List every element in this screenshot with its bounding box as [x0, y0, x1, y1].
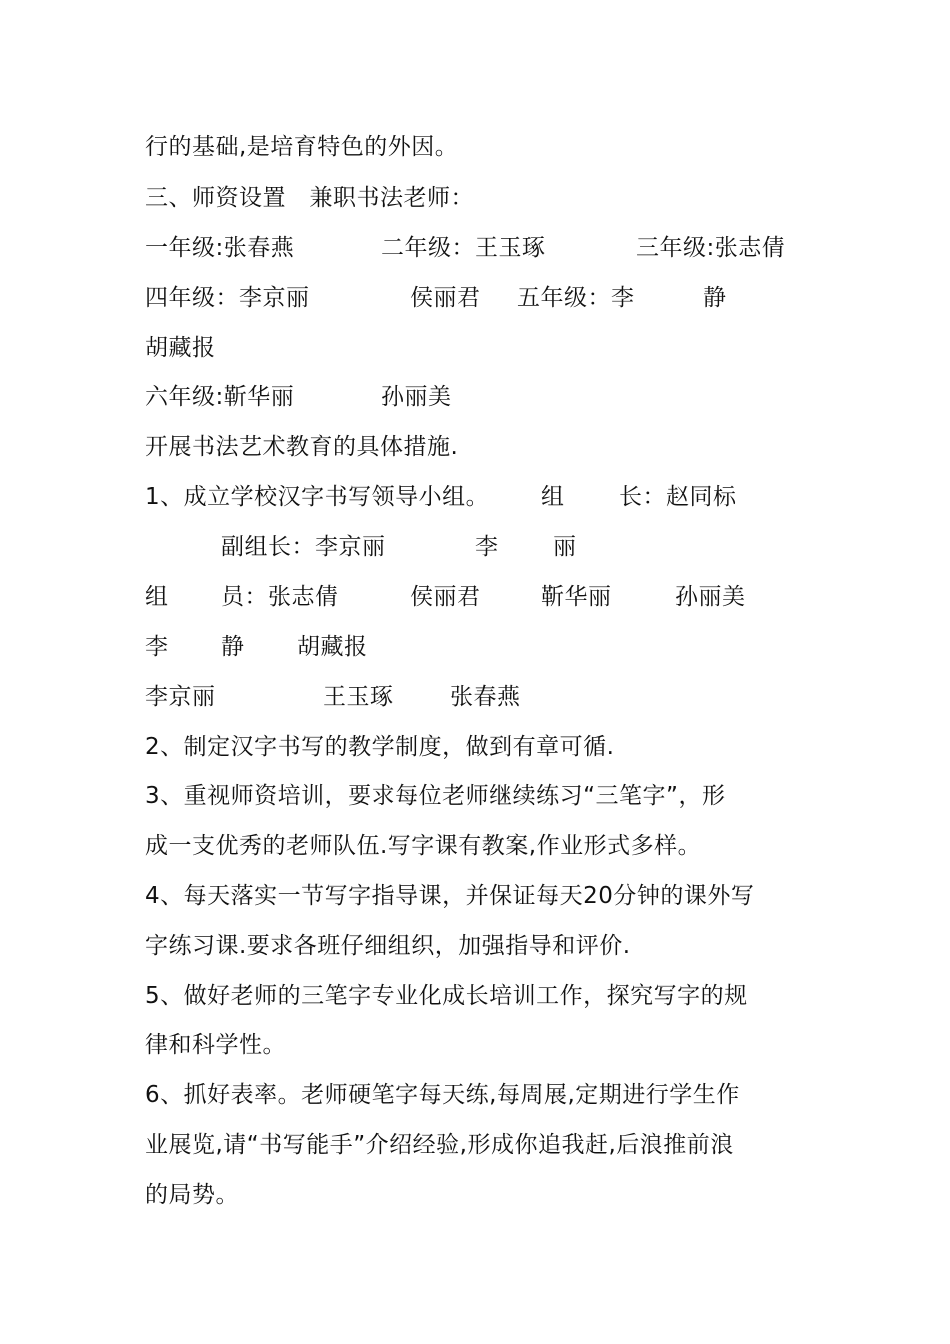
- text-line: [145, 1078, 825, 1112]
- teacher-row: [145, 281, 825, 315]
- text-line: [145, 730, 825, 764]
- deputy-second-b: 丽: [553, 534, 577, 560]
- teacher-grade4-second: 侯丽君: [410, 285, 481, 311]
- members-label: 组: [145, 584, 169, 610]
- leader-name: 长：赵同标: [619, 484, 737, 510]
- member-5-a: 李: [145, 634, 169, 660]
- text-line: [145, 779, 825, 813]
- measure-item-5: 5、做好老师的三笔字专业化成长培训工作，探究写字的规: [145, 983, 748, 1009]
- text-line: [145, 829, 825, 863]
- group-row: [145, 680, 825, 714]
- text-line: [145, 1028, 825, 1062]
- member-5-b: 静: [221, 634, 245, 660]
- measure-item-1: 1、成立学校汉字书写领导小组。: [145, 484, 490, 510]
- measure-item-6-end: 的局势。: [145, 1182, 239, 1208]
- text-line: [145, 929, 825, 963]
- group-row: [145, 580, 825, 614]
- member-7: 李京丽: [145, 684, 216, 710]
- measure-item-5-cont: 律和科学性。: [145, 1032, 286, 1058]
- text-line: [145, 979, 825, 1013]
- teacher-grade4: 四年级：李京丽: [145, 285, 310, 311]
- text-line: [145, 1178, 825, 1212]
- teacher-grade6-second: 孙丽美: [381, 384, 452, 410]
- teacher-grade5-second: 胡藏报: [145, 335, 216, 361]
- teacher-grade2: 二年级：王玉琢: [381, 235, 546, 261]
- measure-item-6-cont: 业展览,请“书写能手”介绍经验,形成你追我赶,后浪推前浪: [145, 1132, 734, 1158]
- leader-label: 组: [541, 484, 565, 510]
- group-row: [145, 530, 825, 564]
- teacher-grade5-tail: 静: [703, 285, 727, 311]
- paragraph-text: 行的基础,是培育特色的外因。: [145, 134, 459, 160]
- member-9: 张春燕: [450, 684, 521, 710]
- member-6: 胡藏报: [297, 634, 368, 660]
- text-line: [145, 1128, 825, 1162]
- member-8: 王玉琢: [323, 684, 394, 710]
- teacher-grade5: 五年级：李: [517, 285, 635, 311]
- deputy-leader: 副组长：李京丽: [221, 534, 386, 560]
- teacher-row: [145, 331, 825, 365]
- member-4: 孙丽美: [675, 584, 746, 610]
- text-line: [145, 879, 825, 913]
- measure-item-2: 2、制定汉字书写的教学制度，做到有章可循.: [145, 734, 615, 760]
- section-heading: 三、师资设置 兼职书法老师：: [145, 185, 474, 211]
- member-2: 侯丽君: [410, 584, 481, 610]
- measure-item-4: 4、每天落实一节写字指导课，并保证每天20分钟的课外写: [145, 883, 755, 909]
- teacher-grade6: 六年级:靳华丽: [145, 384, 295, 410]
- teacher-grade1: 一年级:张春燕: [145, 235, 295, 261]
- group-row: [145, 480, 825, 514]
- text-line: [145, 181, 825, 215]
- member-1: 员：张志倩: [221, 584, 339, 610]
- measure-item-3: 3、重视师资培训，要求每位老师继续练习“三笔字”，形: [145, 783, 726, 809]
- member-3: 靳华丽: [541, 584, 612, 610]
- group-row: [145, 630, 825, 664]
- teacher-row: [145, 380, 825, 414]
- measure-item-4-cont: 字练习课.要求各班仔细组织，加强指导和评价.: [145, 933, 631, 959]
- measures-heading: 开展书法艺术教育的具体措施.: [145, 434, 459, 460]
- deputy-second-a: 李: [475, 534, 499, 560]
- text-line: [145, 430, 825, 464]
- teacher-row: [145, 231, 825, 265]
- teacher-grade3: 三年级:张志倩: [636, 235, 786, 261]
- text-line: [145, 130, 825, 164]
- measure-item-3-cont: 成一支优秀的老师队伍.写字课有教案,作业形式多样。: [145, 833, 702, 859]
- measure-item-6: 6、抓好表率。老师硬笔字每天练,每周展,定期进行学生作: [145, 1082, 740, 1108]
